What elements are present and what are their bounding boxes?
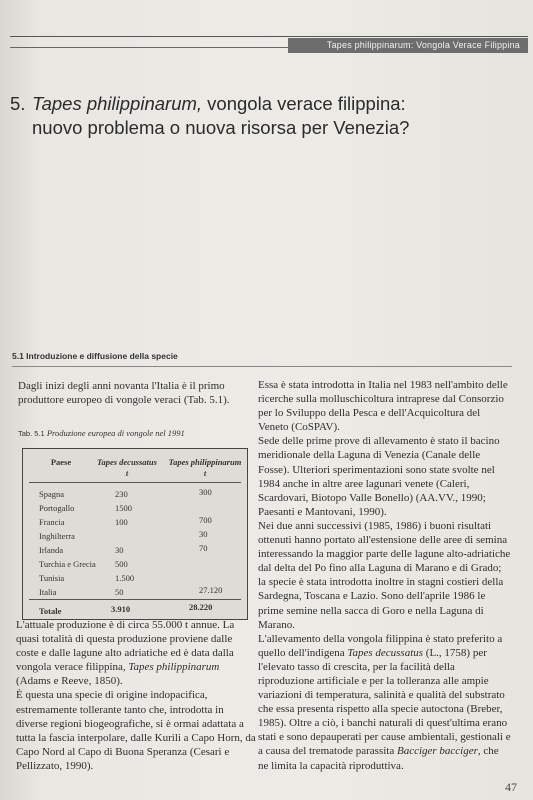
table-cell-tp: 300 [199, 487, 212, 497]
running-header [10, 36, 528, 54]
table-header-paese: Paese [50, 457, 72, 467]
table-header-rule [29, 482, 241, 483]
left-body [16, 618, 256, 773]
table-cell-td: 230 [115, 489, 128, 499]
table-cell-paese: Portogallo [39, 503, 75, 513]
table-total-label: Totale [39, 606, 62, 616]
table-cell-tp: 30 [199, 529, 208, 539]
table-cell-td: 30 [115, 545, 124, 555]
left-paragraph-2: È questa una specie di origine indopacifica, estremamente tollerante tanto che, introdotta in diverse regioni biogeografiche, si è ormai adattata a tutta la fascia interpolare, dalle Kurili a Capo Horn, da Capo Nord al Capo di Buona Speranza (Cesari e Pellizzato, 1990). [16, 689, 256, 772]
right-paragraph-1: Essa è stata introdotta in Italia nel 1983 nell'ambito delle ricerche sulla molluschicoltura intraprese dal Consorzio per lo Sviluppo della Pesca e dell'Acquicoltura del Veneto (CoSPAV). [258, 379, 508, 434]
table-cell-paese: Tunisia [39, 573, 65, 583]
table-cell-paese: Turchia e Grecia [39, 559, 96, 569]
table-total-tp: 28.220 [189, 602, 213, 612]
table-caption-text: Produzione europea di vongole nel 1991 [46, 428, 185, 438]
section-heading: 5.1 Introduzione e diffusione della specie [12, 351, 178, 361]
header-rule [10, 47, 318, 48]
right-paragraph-2: Sede delle prime prove di allevamento è stato il bacino meridionale della Laguna di Venezia (Canale delle Fosse). Ulteriori sperimentazioni sono state svolte nel 1984 anche in altre aree lagunari venete (Caleri, Scardovari, Biotopo Valle Bonello) (AA.VV., 1990; Paesanti e Mantovani, 1990). [258, 435, 500, 518]
table-cell-paese: Inghilterra [39, 531, 75, 541]
chapter-number: 5. [10, 93, 26, 114]
left-p1-a: L'attuale produzione è di circa 55.000 t annue. La quasi totalità di questa produzione proviene dalle coste e dalle lagune alto adriatiche ed è data dalla vongola verace filippina, [16, 619, 235, 674]
table-total-rule [29, 599, 241, 600]
page-number: 47 [505, 780, 517, 794]
table-cell-paese: Francia [39, 517, 65, 527]
table-cell-tp: 700 [199, 515, 212, 525]
table-header-tp: Tapes philippinarum [168, 457, 242, 467]
table-caption [18, 428, 258, 438]
table-cell-td: 1500 [115, 503, 132, 513]
table-cell-tp: 27.120 [199, 585, 223, 595]
right-paragraph-4 [258, 632, 511, 773]
chapter-title-line1 [32, 92, 406, 115]
table-header-td: Tapes decussatus [97, 457, 157, 467]
table-cell-td: 1.500 [115, 573, 135, 583]
left-paragraph-1 [16, 618, 256, 688]
right-body [258, 378, 511, 773]
right-p4-a: L'allevamento della vongola filippina è stato preferito a quello dell'indigena [258, 632, 503, 659]
table-header-td-unit: t [125, 468, 129, 478]
section-rule [12, 366, 512, 367]
species-name: Tapes philippinarum, [32, 93, 203, 114]
table-cell-td: 500 [115, 559, 128, 569]
table-total-td: 3.910 [111, 604, 131, 614]
table-cell-td: 100 [115, 517, 128, 527]
table-cell-paese: Irlanda [39, 545, 64, 555]
chapter-title-rest: vongola verace filippina: [202, 93, 406, 114]
running-title: Tapes philippinarum: Vongola Verace Filippina [288, 38, 528, 53]
production-table [22, 448, 248, 620]
right-p4-b: (L., 1758) per l'elevato tasso di crescita, per la facilità della riproduzione artificiale e per la tolleranza alle ampie variazioni di temperatura, salinità e qualità del substrato che essa presenta rispetto alla specie autoctona (Breber, 1985). Oltre a ciò, i banchi naturali di quest'ultima erano stati e sono depauperati per cause ambientali, gestionali e a causa del trematode parassita [258, 646, 511, 758]
table-header-tp-unit: t [203, 468, 207, 478]
left-p1-b: (Adams e Reeve, 1850). [16, 675, 123, 688]
left-intro-paragraph [18, 379, 256, 407]
intro-text: Dagli inizi degli anni novanta l'Italia è il primo produttore europeo di vongole veraci (Tab. 5.1). [18, 380, 230, 407]
right-p4-c: , che ne limita la capacità riproduttiva. [258, 745, 499, 772]
left-p1-species: Tapes philippinarum [128, 661, 220, 674]
table-cell-paese: Italia [39, 587, 57, 597]
right-paragraph-3: Nei due anni successivi (1985, 1986) i buoni risultati ottenuti hanno portato all'estensione delle aree di semina interessando la maggior parte delle lagune alto-adriatiche dal delta del Po fino alla Laguna di Marano e di Grado; la specie è stata introdotta inoltre in stagni costieri della Sardegna, Toscana e Lazio. Sono dell'aprile 1986 le prime semine nella sacca di Goro e nella Laguna di Marano. [258, 519, 511, 631]
table-caption-label: Tab. 5.1 [18, 429, 45, 438]
right-p4-parasite: Bacciger bacciger [396, 745, 478, 758]
table-cell-paese: Spagna [39, 489, 65, 499]
table-cell-tp: 70 [199, 543, 208, 553]
table-cell-td: 50 [115, 587, 124, 597]
chapter-title-line2: nuovo problema o nuova risorsa per Venezia? [32, 117, 410, 138]
right-p4-species: Tapes decussatus [347, 646, 424, 659]
